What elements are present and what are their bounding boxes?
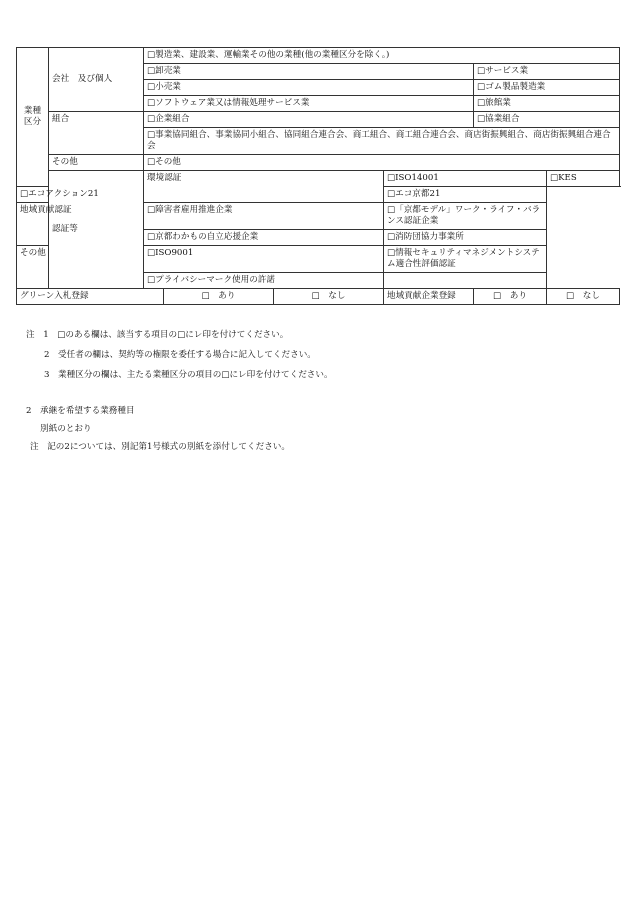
notes — [26, 330, 333, 390]
row-env-1 — [17, 171, 620, 187]
row-manufacturing — [17, 48, 620, 64]
checkbox-software[interactable]: □ソフトウェア業又は情報処理サービス業 — [144, 96, 474, 112]
note-2: 2 受任者の欄は、契約等の権限を委任する場合に記入してください。 — [44, 350, 316, 360]
section-2-heading: 2 承継を希望する業務種目 — [26, 406, 135, 416]
checkbox-kyoto-model[interactable]: □「京都モデル」ワーク・ライフ・バランス認証企業 — [384, 203, 547, 230]
checkbox-wholesale[interactable]: □卸売業 — [144, 64, 474, 80]
note-3: 3 業種区分の欄は、主たる業種区分の項目の□にレ印を付けてください。 — [44, 370, 333, 380]
checkbox-inn[interactable]: □旅館業 — [474, 96, 620, 112]
row-green — [17, 289, 620, 305]
checkbox-wakamono[interactable]: □京都わかもの自立応援企業 — [144, 230, 384, 246]
checkbox-kes[interactable]: □KES — [547, 171, 620, 187]
gyoshu-sonota-label: その他 — [49, 155, 144, 171]
checkbox-iso9001[interactable]: □ISO9001 — [144, 246, 384, 273]
nintei-label: 認証等 — [49, 171, 144, 289]
gyoshu-label: 業種区分 — [17, 48, 49, 187]
checkbox-kumiai-others[interactable]: □事業協同組合、事業協同小組合、協同組合連合会、商工組合、商工組合連合会、商店街振興組合、商店街振興組合連合会 — [144, 128, 620, 155]
checkbox-service[interactable]: □サービス業 — [474, 64, 620, 80]
checkbox-isms[interactable]: □情報セキュリティマネジメントシステム適合性評価認証 — [384, 246, 547, 273]
empty-cell — [384, 273, 547, 289]
green-label: グリーン入札登録 — [17, 289, 164, 305]
checkbox-eco-kyoto21[interactable]: □エコ京都21 — [384, 187, 547, 203]
checkbox-kigyo-kumiai[interactable]: □企業組合 — [144, 112, 474, 128]
chiiki-label: 地域貢献認証 — [17, 203, 144, 246]
chiiki-kigyo-label: 地域貢献企業登録 — [384, 289, 474, 305]
checkbox-chiiki-ari[interactable]: □ あり — [474, 289, 547, 305]
row-kumiai — [17, 112, 620, 128]
checkbox-manufacturing[interactable]: □製造業、建設業、運輸業その他の業種(他の業種区分を除く。) — [144, 48, 620, 64]
env-label: 環境認証 — [144, 171, 384, 203]
checkbox-chiiki-nashi[interactable]: □ なし — [547, 289, 620, 305]
checkbox-green-ari[interactable]: □ あり — [164, 289, 274, 304]
row-chiiki-1 — [17, 203, 620, 230]
checkbox-kyogyo-kumiai[interactable]: □協業組合 — [474, 112, 620, 128]
checkbox-iso14001[interactable]: □ISO14001 — [384, 171, 547, 187]
checkbox-shogaisha[interactable]: □障害者雇用推進企業 — [144, 203, 384, 230]
checkbox-shobodan[interactable]: □消防団協力事業所 — [384, 230, 547, 246]
kumiai-label: 組合 — [49, 112, 144, 155]
row-gyoshu-sonota — [17, 155, 620, 171]
checkbox-privacy-mark[interactable]: □プライバシーマーク使用の許諾 — [144, 273, 384, 289]
checkbox-rubber[interactable]: □ゴム製品製造業 — [474, 80, 620, 96]
checkbox-green-nashi[interactable]: □ なし — [311, 291, 346, 301]
checkbox-eco-action21[interactable]: □エコアクション21 — [17, 187, 144, 203]
kaisha-label: 会社 及び個人 — [49, 48, 144, 112]
checkbox-gyoshu-sonota[interactable]: □その他 — [144, 155, 620, 171]
green-options — [164, 289, 384, 305]
classification-table — [16, 47, 620, 305]
section-2 — [26, 406, 290, 460]
section-2-body: 別紙のとおり — [40, 424, 92, 434]
section-2-note: 注 記の2については、別記第1号様式の別紙を添付してください。 — [30, 442, 290, 452]
row-nintei-sonota-1 — [17, 246, 620, 273]
checkbox-retail[interactable]: □小売業 — [144, 80, 474, 96]
note-1: 注 1 □のある欄は、該当する項目の□にレ印を付けてください。 — [26, 330, 289, 340]
nintei-sonota-label: その他 — [17, 246, 144, 289]
